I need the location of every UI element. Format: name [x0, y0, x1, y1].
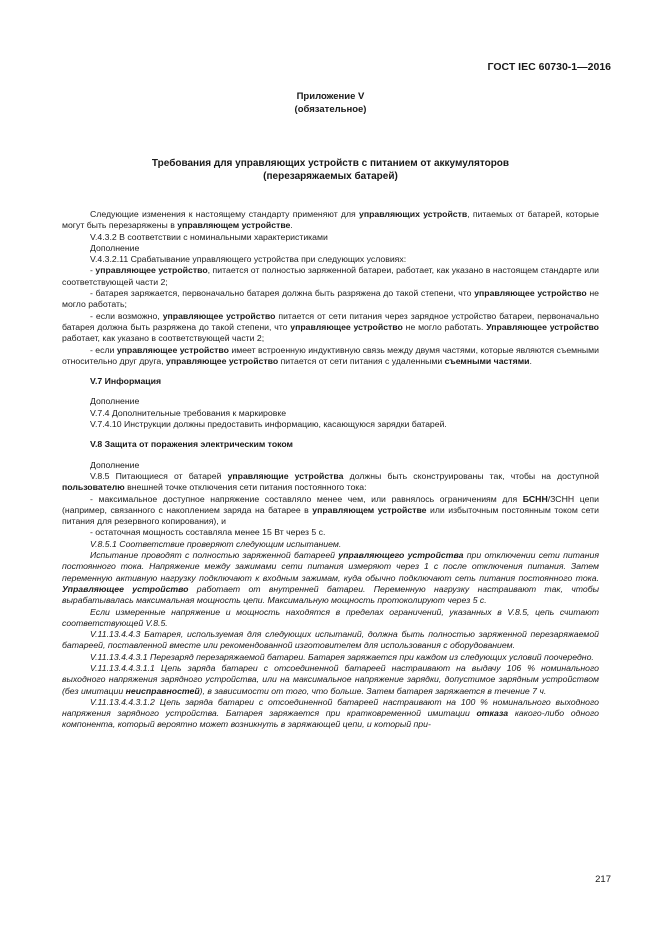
term: отказа	[476, 708, 509, 719]
standard-header: ГОСТ IEC 60730-1—2016	[487, 61, 611, 73]
term: Управляющее устройство	[62, 583, 189, 594]
term: управляющие устройства	[227, 470, 344, 481]
list-item: - остаточная мощность составляла менее 15 Вт через 5 с.	[90, 527, 326, 538]
list-item	[62, 288, 599, 311]
text: не могло работать;	[62, 288, 599, 310]
text: или избыточным постоянным током сети питания для резервного копирования), и	[62, 504, 600, 527]
text: V.11.13.4.4.3.1.1 Цепь заряда батареи с отсоединенной батареей настраивают на выдачу 106 % номинального выходного напряжения зарядного устройства, или на максимальное напряжение зарядки, допустимое зарядным устройством (без имитации	[62, 662, 599, 696]
term: управляющих устройств	[358, 209, 468, 219]
document-title-line2: (перезаряжаемых батарей)	[263, 171, 398, 182]
section-heading-v7: V.7 Информация	[90, 376, 162, 387]
document-body	[62, 209, 599, 731]
list-item	[62, 494, 599, 528]
text: , питается от полностью заряженной батареи, работает, как указано в настоящем стандарте или соответствующей части 2;	[62, 265, 599, 287]
section-heading-v8: V.8 Защита от поражения электрическим током	[90, 439, 293, 450]
clause-v11-13-4-4-3-1-2	[62, 697, 599, 731]
text: ), в зависимости от того, что больше. Затем батарея заряжается в течение 7 ч.	[199, 685, 547, 696]
text: .	[290, 220, 293, 231]
limits-paragraph: Если измеренные напряжение и мощность находятся в пределах ограничений, указанных в V.8.5, цепь считают соответствующей V.8.5.	[62, 606, 599, 628]
text: какого-либо одного компонента, который вероятно может возникнуть в заряжающей цепи, и который при-	[62, 708, 599, 730]
text: - батарея заряжается, первоначально батарея должна быть разряжена до такой степени, что	[90, 288, 475, 299]
text: при отключении сети питания постоянного тока. Напряжение между зажимами сети питания измеряют через 1 с после отключения питания. Затем переменную активную нагрузку подключают к входным зажимам, куда обычно подключают сеть питания постоянного тока.	[62, 550, 599, 583]
clause-v4-3-2: V.4.3.2 В соответствии с номинальными характеристиками	[90, 231, 328, 242]
clause-v7-4-10: V.7.4.10 Инструкции должны предоставить информацию, касающуюся зарядки батарей.	[90, 419, 447, 430]
text: V.11.13.4.4.3.1.2 Цепь заряда батареи с отсоединенной батареей настраивают на 100 % номинального выходного напряжения зарядного устройства. Батарея заряжается при кратковременной имитации	[62, 696, 599, 719]
list-item	[62, 311, 599, 345]
dopolnenie-label: Дополнение	[90, 396, 140, 407]
term: пользователю	[62, 482, 125, 493]
term: БСНН	[522, 493, 548, 504]
text: внешней точке отключения сети питания постоянного тока:	[124, 482, 367, 493]
text: - если возможно,	[90, 310, 163, 321]
term: управляющее устройство	[290, 321, 403, 332]
text: работает от внутренней батареи. Переменную нагрузку настраивают так, чтобы вырабатывалась максимальная мощность цепи. Максимальную мощность протоколируют через 5 с.	[62, 583, 599, 606]
text: - максимальное доступное напряжение составляло менее чем, или равнялось ограничениям для	[90, 493, 523, 504]
term: управляющее устройство	[474, 288, 587, 299]
clause-v8-5-1: V.8.5.1 Соответствие проверяют следующим испытанием.	[90, 538, 342, 549]
clause-v8-5	[62, 471, 599, 494]
dopolnenie-label: Дополнение	[90, 459, 140, 470]
term: съемными частями	[444, 355, 530, 366]
text: , питаемых от батарей, которые могут быть перезаряжены в	[62, 209, 599, 231]
text: .	[529, 355, 532, 366]
term: управляющее устройство	[116, 344, 229, 355]
document-title	[0, 157, 661, 183]
list-item	[62, 345, 599, 368]
text: Следующие изменения к настоящему стандарту применяют для	[90, 209, 359, 219]
intro-paragraph	[62, 209, 599, 232]
term: управляющее устройство	[95, 265, 208, 276]
text: - если	[90, 344, 117, 355]
text: работает, как указано в соответствующей части 2;	[62, 333, 265, 344]
term: неисправностей	[125, 685, 200, 696]
appendix-heading	[0, 91, 661, 116]
text: /ЗСНН цепи (например, связанного с накоплением заряда на батарее в	[62, 493, 599, 515]
dopolnenie-label: Дополнение	[90, 242, 140, 253]
clause-v4-3-2-11: V.4.3.2.11 Срабатывание управляющего устройства при следующих условиях:	[90, 254, 407, 265]
term: управляющем устройстве	[312, 504, 427, 515]
text: должны быть сконструированы так, чтобы на доступной	[343, 470, 599, 481]
appendix-subtitle: (обязательное)	[294, 103, 367, 115]
text: питается от сети питания через зарядное устройство батареи, первоначально батарея должна быть разряжена до такой степени, что	[62, 310, 600, 332]
text: -	[90, 265, 96, 276]
term: Управляющее устройство	[486, 321, 599, 332]
clause-v11-13-4-4-3-1: V.11.13.4.4.3.1 Перезаряд перезаряжаемой батареи. Батарея заряжается при каждом из следующих условий поочередно.	[90, 651, 594, 662]
term: управляющее устройство	[162, 310, 276, 321]
clause-v11-13-4-4-3-1-1	[62, 663, 599, 697]
term: управляющем устройстве	[177, 220, 291, 231]
text: имеет встроенную индуктивную связь между двумя частями, которые являются съемными относительно друг друга,	[62, 344, 599, 366]
text: питается от сети питания с удаленными	[278, 355, 445, 366]
text: Испытание проводят с полностью заряженной батареей	[90, 550, 339, 561]
clause-v11-13-4-4-3: V.11.13.4.4.3 Батарея, используемая для следующих испытаний, должна быть полностью заряженной перезаряжаемой батареей, поставленной вместе или рекомендованной изготовителем для использования с оборудованием.	[62, 629, 599, 651]
list-item	[62, 265, 599, 288]
test-paragraph	[62, 550, 599, 606]
term: управляющего устройства	[338, 550, 464, 561]
appendix-title: Приложение V	[296, 91, 365, 102]
term: управляющее устройство	[166, 355, 279, 366]
document-title-line1: Требования для управляющих устройств с питанием от аккумуляторов	[151, 158, 510, 169]
clause-v7-4: V.7.4 Дополнительные требования к маркировке	[90, 407, 287, 418]
text: V.8.5 Питающиеся от батарей	[90, 470, 228, 481]
page-number: 217	[595, 874, 611, 885]
text: не могло работать.	[402, 321, 487, 332]
